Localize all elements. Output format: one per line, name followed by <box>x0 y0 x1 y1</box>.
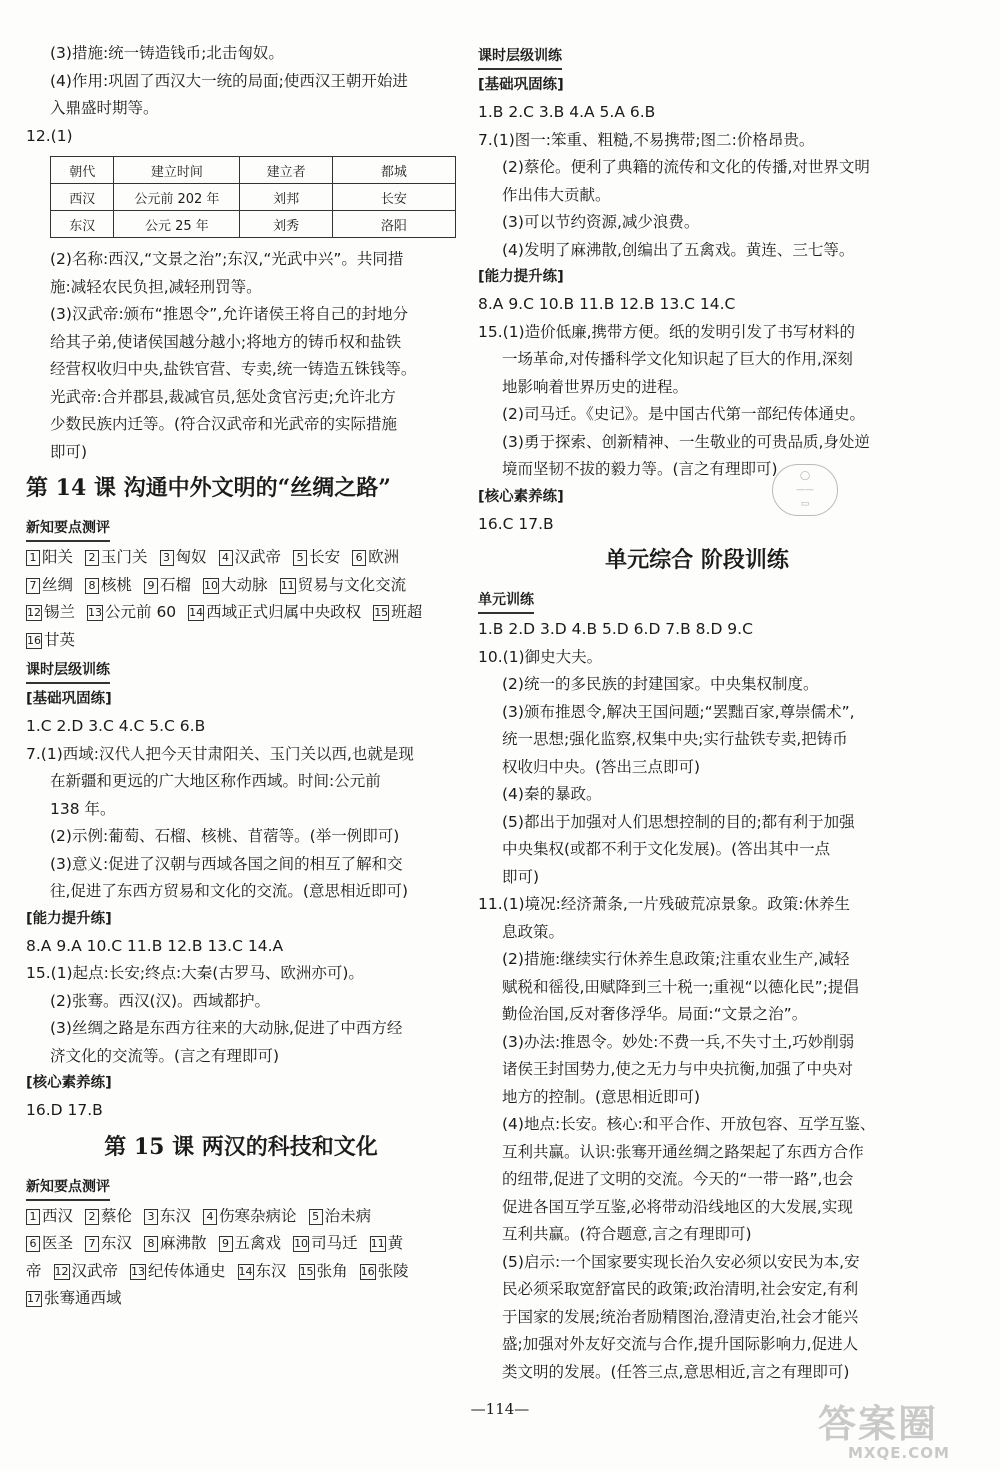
lesson-14-title: 第 14 课 沟通中外文明的“丝绸之路” <box>26 475 391 501</box>
table-cell: 西汉 <box>51 184 114 211</box>
keyword-text: 五禽戏 <box>234 1234 282 1252</box>
text-line: 境而坚韧不拔的毅力等。(言之有理即可) <box>502 460 778 478</box>
table-cell: 洛阳 <box>332 211 455 238</box>
keyword-text: 蔡伦 <box>101 1206 133 1225</box>
text-line: 作出伟大贡献。 <box>502 185 611 204</box>
keyword-text: 张陵 <box>377 1261 409 1280</box>
watermark-logo: 答案圈 <box>818 1402 939 1446</box>
keyword-number: 17 <box>27 1292 41 1305</box>
keyword-text: 玉门关 <box>101 548 148 566</box>
keyword-row <box>26 544 456 572</box>
watermark-url: MXQE.COM <box>848 1444 950 1462</box>
section-knowledge-points: 新知要点测评 <box>26 1175 110 1201</box>
keyword-number: 13 <box>88 606 103 619</box>
keyword-number: 3 <box>144 1209 158 1225</box>
keyword-text: 东汉 <box>255 1261 287 1280</box>
text-line: 15.(1)起点:长安;终点:大秦(古罗马、欧洲亦可)。 <box>26 964 364 982</box>
q7-answers <box>26 741 456 906</box>
answer-row: 16.C 17.B <box>478 514 554 533</box>
text-line: 地方的控制。(意思相近即可) <box>502 1087 701 1106</box>
keyword-number: 8 <box>85 578 99 594</box>
text-line: 民必须采取宽舒富民的政策;政治清明,社会安定,有利 <box>502 1280 859 1298</box>
keyword-text: 汉武帝 <box>71 1261 119 1280</box>
keyword-text: 匈奴 <box>175 548 207 566</box>
subsection-core: [核心素养练] <box>26 1075 112 1091</box>
keyword-text: 长安 <box>309 548 341 566</box>
text-line: (2)张骞。西汉(汉)。西域都护。 <box>50 991 271 1010</box>
text-line: 勤俭治国,反对奢侈浮华。局面:“文景之治”。 <box>502 1005 808 1023</box>
keyword-text: 东汉 <box>101 1234 133 1252</box>
text-line: 于国家的发展;统治者励精图治,澄清吏治,社会才能兴 <box>502 1307 859 1326</box>
keyword-text: 贸易与文化交流 <box>297 575 407 594</box>
keyword-number: 11 <box>280 578 295 592</box>
right-column <box>478 40 916 1386</box>
text-line: (3)汉武帝:颁布“推恩令”,允许诸侯王将自己的封地分 <box>50 305 409 323</box>
section-unit-training: 单元训练 <box>478 588 534 614</box>
keyword-number: 9 <box>219 1236 233 1252</box>
q10-answers <box>478 644 916 892</box>
keyword-text: 汉武帝 <box>234 548 282 566</box>
keyword-text: 伤寒杂病论 <box>219 1206 297 1225</box>
text-line: 赋税和徭役,田赋降到三十税一;重视“以德化民”;提倡 <box>502 977 859 996</box>
keyword-text: 核桃 <box>101 575 133 594</box>
keyword-number: 11 <box>370 1237 385 1250</box>
table-cell: 公元前 202 年 <box>114 184 240 211</box>
answer-row: 8.A 9.A 10.C 11.B 12.B 13.C 14.A <box>26 936 284 955</box>
text-line: (2)统一的多民族的封建国家。中央集权制度。 <box>502 675 819 693</box>
text-line: 地影响着世界历史的进程。 <box>502 377 689 396</box>
keyword-number: 14 <box>189 606 204 619</box>
keyword-number: 12 <box>54 1264 69 1278</box>
keyword-number: 12 <box>27 606 41 619</box>
q12-answers <box>26 246 456 466</box>
keyword-text: 东汉 <box>160 1206 192 1225</box>
section-lesson-training: 课时层级训练 <box>26 658 110 684</box>
text-line: 15.(1)造价低廉,携带方便。纸的发明引发了书写材料的 <box>478 322 856 341</box>
keyword-row <box>26 599 456 627</box>
q11-answers <box>478 891 916 1386</box>
text-line: 促进各国互学互鉴,必将带动沿线地区的大发展,实现 <box>502 1197 853 1216</box>
keyword-list <box>26 544 456 654</box>
keyword-number: 4 <box>219 550 233 566</box>
keyword-number: 2 <box>85 1209 99 1225</box>
keyword-text: 大动脉 <box>221 575 268 594</box>
text-line: 入鼎盛时期等。 <box>50 99 159 117</box>
text-line: (2)蔡伦。便利了典籍的流传和文化的传播,对世界文明 <box>502 158 870 176</box>
text-line: 少数民族内迁等。(符合汉武帝和光武帝的实际措施 <box>50 415 398 433</box>
text-line: 往,促进了东西方贸易和文化的交流。(意思相近即可) <box>50 882 409 900</box>
keyword-number: 16 <box>360 1264 375 1278</box>
keyword-text: 张角 <box>316 1261 348 1280</box>
keyword-text: 甘英 <box>44 630 76 649</box>
text-line: 互利共赢。认识:张骞开通丝绸之路架起了东西方合作 <box>502 1142 864 1161</box>
keyword-number: 3 <box>160 550 174 566</box>
table-row <box>51 184 456 211</box>
table-cell: 长安 <box>332 184 455 211</box>
table-cell: 公元 25 年 <box>114 211 240 238</box>
text-line: 互利共赢。(符合题意,言之有理即可) <box>502 1225 752 1243</box>
keyword-number: 10 <box>204 578 219 592</box>
answer-row: 8.A 9.C 10.B 11.B 12.B 13.C 14.C <box>478 295 736 313</box>
text-line: (5)启示:一个国家要实现长治久安必须以安民为本,安 <box>502 1252 860 1271</box>
keyword-text: 锡兰 <box>44 603 76 621</box>
table-cell: 朝代 <box>51 157 114 184</box>
keyword-text: 阳关 <box>42 548 74 566</box>
section-knowledge-points: 新知要点测评 <box>26 516 110 542</box>
text-line: 138 年。 <box>50 799 116 818</box>
text-line: 一场革命,对传播科学文化知识起了巨大的作用,深刻 <box>502 350 853 368</box>
table-cell: 都城 <box>332 157 455 184</box>
table-cell: 刘邦 <box>240 184 333 211</box>
keyword-number: 8 <box>144 1236 158 1252</box>
subsection-ability: [能力提升练] <box>478 269 564 285</box>
page-number: —114— <box>470 1400 530 1418</box>
text-line: (3)勇于探索、创新精神、一生敬业的可贵品质,身处逆 <box>502 432 870 451</box>
keyword-number: 7 <box>85 1236 99 1252</box>
keyword-row <box>26 627 456 655</box>
text-line: 诸侯王封国势力,使之无力与中央抗衡,加强了中央对 <box>502 1060 853 1078</box>
text-line: 即可) <box>50 442 88 461</box>
keyword-row <box>26 1258 456 1286</box>
text-line: 统一思想;强化监察,权集中央;实行盐铁专卖,把铸币 <box>502 730 848 748</box>
table-row <box>51 157 456 184</box>
keyword-text: 张骞通西域 <box>44 1289 122 1307</box>
text-line: (3)办法:推恩令。妙处:不费一兵,不失寸土,巧妙削弱 <box>502 1032 855 1051</box>
keyword-number: 16 <box>27 633 41 647</box>
subsection-basic: [基础巩固练] <box>26 691 112 707</box>
text-line: (3)颁布推恩令,解决王国问题;“罢黜百家,尊崇儒术”, <box>502 702 855 721</box>
text-line: 经营权收归中央,盐铁官营、专卖,统一铸造五铢钱等。 <box>50 360 417 378</box>
table-cell: 建立者 <box>240 157 333 184</box>
keyword-text: 黄 <box>387 1234 404 1252</box>
text-line: 7.(1)图一:笨重、粗糙,不易携带;图二:价格昂贵。 <box>478 130 815 149</box>
answer-row: 1.B 2.D 3.D 4.B 5.D 6.D 7.B 8.D 9.C <box>478 620 753 638</box>
subsection-ability: [能力提升练] <box>26 910 112 927</box>
text-line: (2)司马迁。《史记》。是中国古代第一部纪传体通史。 <box>502 405 865 423</box>
table-row <box>51 211 456 238</box>
keyword-number: 6 <box>26 1236 40 1252</box>
text-line: (5)都出于加强对人们思想控制的目的;都有利于加强 <box>502 812 855 831</box>
answer-row: 16.D 17.B <box>26 1101 103 1119</box>
keyword-number: 15 <box>374 606 389 619</box>
text-line: 的纽带,促进了文明的交流。今天的“一带一路”,也会 <box>502 1170 854 1188</box>
keyword-number: 6 <box>352 550 366 566</box>
keyword-number: 14 <box>238 1264 253 1278</box>
left-column <box>26 40 456 1313</box>
text-line: 类文明的发展。(任答三点,意思相近,言之有理即可) <box>502 1362 850 1381</box>
keyword-row <box>26 1203 456 1231</box>
answer-row: 1.B 2.C 3.B 4.A 5.A 6.B <box>478 103 656 121</box>
keyword-list <box>26 1203 456 1313</box>
keyword-text: 麻沸散 <box>160 1234 207 1252</box>
dynasty-table <box>50 156 456 238</box>
table-cell: 建立时间 <box>114 157 240 184</box>
unit-title: 单元综合 阶段训练 <box>605 547 789 573</box>
keyword-text: 西域正式归属中央政权 <box>206 603 362 621</box>
text-line: 10.(1)御史大夫。 <box>478 647 603 666</box>
text-line: 11.(1)境况:经济萧条,一片残破荒凉景象。政策:休养生 <box>478 895 850 913</box>
keyword-number: 4 <box>203 1209 217 1225</box>
keyword-text: 治未病 <box>324 1206 372 1225</box>
subsection-basic: [基础巩固练] <box>478 77 564 93</box>
keyword-number: 10 <box>294 1237 309 1250</box>
keyword-number: 1 <box>26 1209 40 1225</box>
text-line: 光武帝:合并郡县,裁减官员,惩处贪官污吏;允许北方 <box>50 387 396 406</box>
keyword-text: 石榴 <box>160 575 192 594</box>
keyword-text: 司马迁 <box>311 1234 358 1252</box>
keyword-number: 9 <box>144 578 158 594</box>
keyword-number: 5 <box>309 1209 323 1225</box>
watermark <box>818 1404 988 1464</box>
q7-answers <box>478 127 916 265</box>
table-cell: 东汉 <box>51 211 114 238</box>
text-line: 盛;加强对外友好交流与合作,提升国际影响力,促进人 <box>502 1335 859 1353</box>
text-line: 在新疆和更远的广大地区称作西域。时间:公元前 <box>50 772 381 790</box>
keyword-number: 13 <box>131 1264 146 1278</box>
keyword-number: 1 <box>26 550 40 566</box>
keyword-text: 纪传体通史 <box>148 1261 226 1280</box>
keyword-text: 班超 <box>391 603 423 621</box>
text-line: 权收归中央。(答出三点即可) <box>502 757 701 776</box>
text-line: 给其子弟,使诸侯国越分越小;将地方的铸币权和盐铁 <box>50 332 402 351</box>
keyword-number: 5 <box>293 550 307 566</box>
keyword-text: 公元前 60 <box>105 603 177 621</box>
keyword-number: 15 <box>299 1264 314 1278</box>
text-line: (2)示例:葡萄、石榴、核桃、苜蓿等。(举一例即可) <box>50 827 400 845</box>
text-line: 即可) <box>502 867 540 886</box>
keyword-text: 丝绸 <box>42 575 74 594</box>
section-lesson-training: 课时层级训练 <box>478 44 562 70</box>
q15-answers <box>26 960 456 1070</box>
answer-row: 1.C 2.D 3.C 4.C 5.C 6.B <box>26 717 206 735</box>
subsection-core: [核心素养练] <box>478 488 564 505</box>
text-line: (3)可以节约资源,减少浪费。 <box>502 213 700 231</box>
text-line: (3)意义:促进了汉朝与西域各国之间的相互了解和交 <box>50 854 403 873</box>
text-line: 施:减轻农民负担,减轻刑罚等。 <box>50 277 262 296</box>
keyword-row <box>26 1285 456 1313</box>
text-line: 济文化的交流等。(言之有理即可) <box>50 1046 280 1065</box>
text-line: (4)秦的暴政。 <box>502 785 602 803</box>
lesson-15-title: 第 15 课 两汉的科技和文化 <box>104 1133 378 1160</box>
keyword-text: 医圣 <box>42 1234 74 1252</box>
text-line: (2)措施:继续实行休养生息政策;注重农业生产,减轻 <box>502 950 850 968</box>
q11-tail <box>26 40 456 150</box>
keyword-row <box>26 1230 456 1258</box>
text-line: (4)发明了麻沸散,创编出了五禽戏。黄连、三七等。 <box>502 240 855 259</box>
text-line: (4)作用:巩固了西汉大一统的局面;使西汉王朝开始进 <box>50 71 408 90</box>
keyword-text: 欧洲 <box>368 548 400 566</box>
text-line: 息政策。 <box>502 922 565 941</box>
text-line: 中央集权(或都不利于文化发展)。(答出其中一点 <box>502 840 831 858</box>
keyword-text: 西汉 <box>42 1206 74 1225</box>
keyword-number: 2 <box>85 550 99 566</box>
keyword-row <box>26 572 456 600</box>
q15-answers <box>478 319 916 484</box>
text-line: 7.(1)西域:汉代人把今天甘肃阳关、玉门关以西,也就是现 <box>26 744 414 763</box>
text-line: (3)丝绸之路是东西方往来的大动脉,促进了中西方经 <box>50 1019 403 1037</box>
keyword-number: 7 <box>26 578 40 594</box>
text-line: (4)地点:长安。核心:和平合作、开放包容、互学互鉴、 <box>502 1115 876 1133</box>
text-line: 12.(1) <box>26 126 73 145</box>
keyword-text: 帝 <box>26 1261 42 1280</box>
table-cell: 刘秀 <box>240 211 333 238</box>
stamp-mark: ◯ —— ▭ <box>772 464 838 516</box>
text-line: (2)名称:西汉,“文景之治”;东汉,“光武中兴”。共同措 <box>50 250 404 268</box>
text-line: (3)措施:统一铸造钱币;北击匈奴。 <box>50 44 284 62</box>
